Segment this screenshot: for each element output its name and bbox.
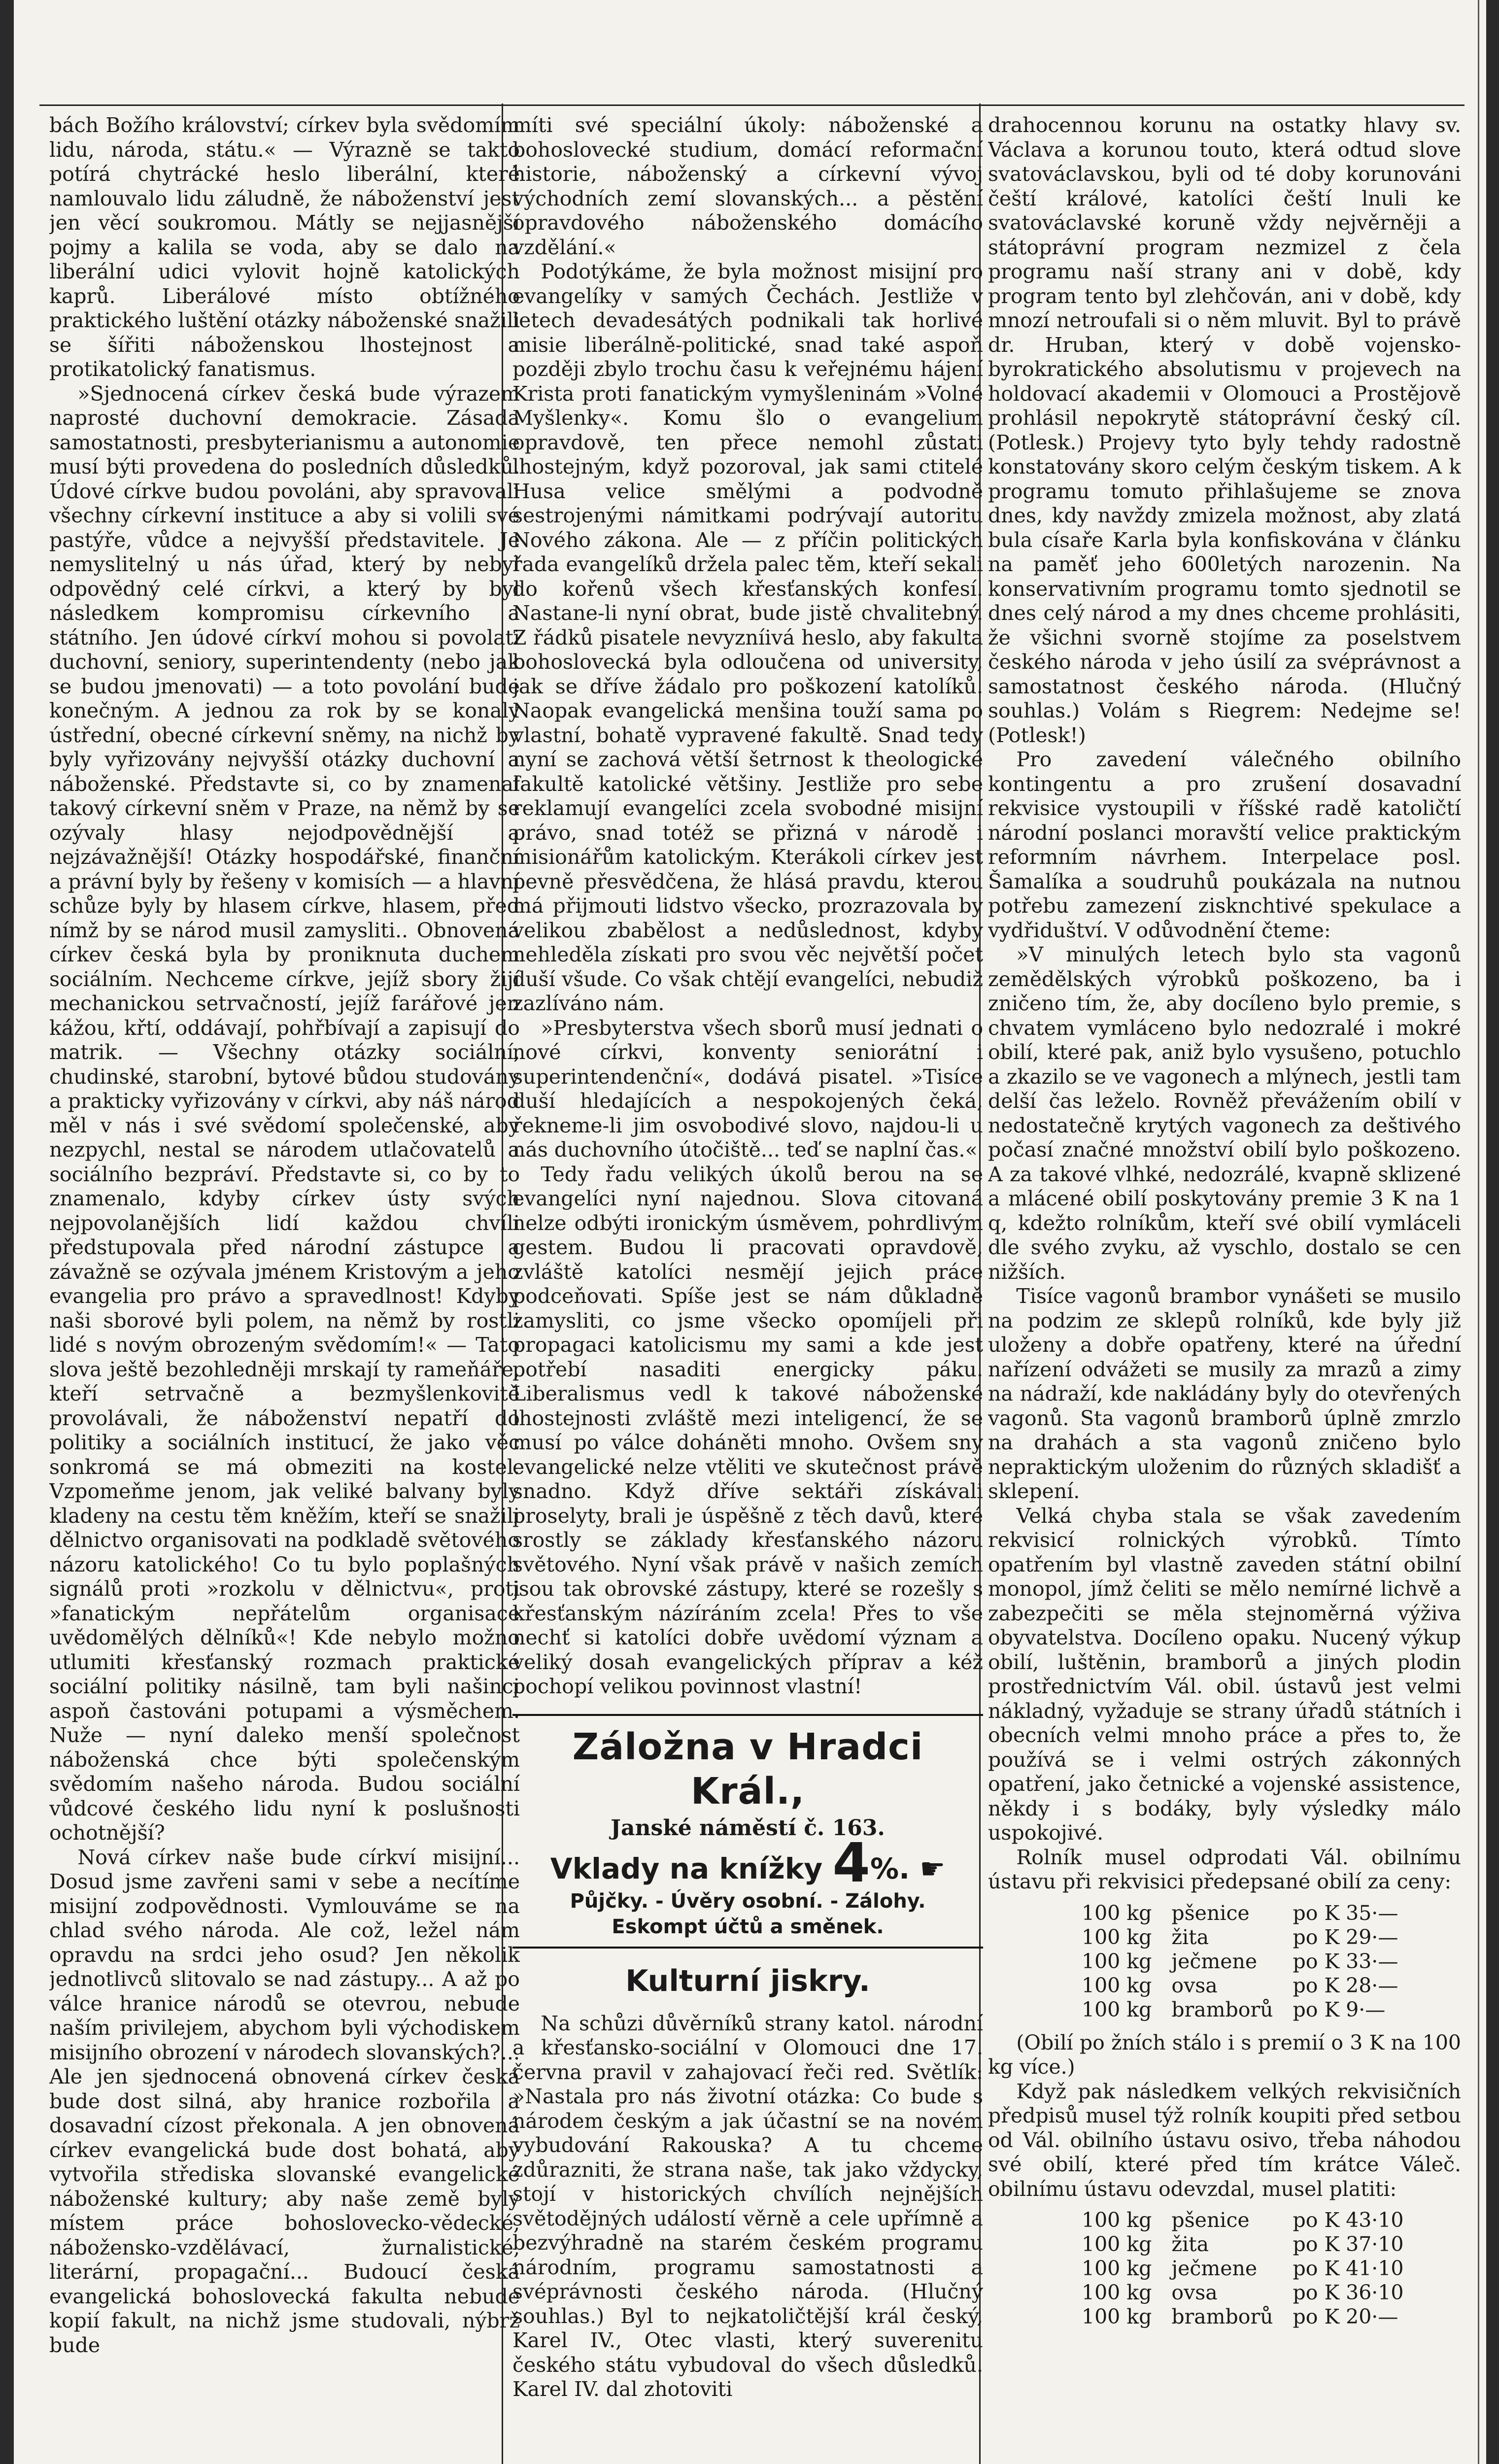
price-table-seed: [1082, 2208, 1424, 2329]
table-row: 100 kg pšenice po K 35·—: [1082, 1901, 1398, 1925]
scan-edge-right: [1486, 0, 1499, 2464]
bank-advertisement: [512, 1714, 983, 1949]
paragraph: Nová církev naše bude církví misijní... Dosud jsme zavřeni sami v sebe a necítíme misijní zodpovědnosti. Vymlouváme se na chlad svého národa. Ale což, ležel nám opravdu na srdci jeho osud? Jen několik jednotlivců slitovalo se nad zástupy... A až po válce hranice národů se otevrou, nebude naším privilejem, abychom byli východiskem misijního obrození v národech slovanských?... Ale jen sjednocená obnovená církev česká bude dost silná, aby hranice rozbořila a dosavadní cízost překonala. A jen obnovená církev evangelická bude dost bohatá, aby vytvořila střediska slovanské evangelické náboženské kultury; aby naše země byly místem práce bohoslovecko-vědecké, náboženskо-vzdělávací, žurnalistické, literární, propagační... Budoucí česká evangelická bohoslovecká fakulta nebude kopií fakult, na nichž jsme studovali, nýbrž bude: [49, 1845, 520, 2357]
pointing-hand-icon: ☛: [920, 1851, 946, 1885]
ad-deposits: [512, 1831, 983, 1894]
table-row: 100 kg žita po K 29·—: [1082, 1925, 1398, 1949]
paragraph: Velká chyba stala se však zavedením rekvisicí rolnických výrobků. Tímto opatřením byl vlastně zaveden státní obilní monopol, jímž čeliti se mělo nemírné lichvě a zabezpečiti se měla stejnoměrná výživa obyvatelstva. Docíleno opaku. Nucený výkup obilí, luštěnin, bramborů a jiných plodin prostřednictvím Vál. obil. ústavů jest velmi nákladný, vyžaduje se strany úřadů státních i obecních velmi mnoho práce a přes to, že používá se i velmi ostrých zákonných opatření, jako četnické a vojenské assistence, někdy i s bodáky, byly výsledky málo uspokojivé.: [988, 1504, 1461, 1845]
paragraph: Rolník musel odprodati Vál. obilnímu ústavu při rekvisici předepsané obilí za ceny:: [988, 1845, 1461, 1893]
paragraph: Když pak následkem velkých rekvisičních předpisů musel týž rolník koupiti před setbou od Vál. obilního ústavu osivo, třeba náhodou své obilí, které před tím krátce Váleč. obilnímu ústavu odevzdal, musel platiti:: [988, 2079, 1461, 2201]
ad-rate: 4: [832, 1831, 870, 1894]
paragraph: Podotýkáme, že byla možnost misijní pro evangelíky v samých Čechách. Jestliže v letech devadesátých podnikali tak horlivé misie liberálně-politické, snad také aspoň později zbylo trochu času k veřejnému hájení Krista proti fanatickým vymyšleninám »Volné Myšlenky«. Komu šlo o evangelium opravdově, ten přece nemohl zůstati lhostejným, když pozoroval, jak sami ctitelé Husa velice smělými a podvodně sestrojenými námitkami podrývají autoritu Nového zákona. Ale — z příčin politických řada evangelíků držela palec těm, kteří sekali do kořenů všech křesťanských konfesí. Nastane-li nyní obrat, bude jistě chvalitebný. Z řádků pisatele nevyzníivá heslo, aby fakulta bohoslovecká byla odloučena od university, jak se dříve žádalo pro poškození katolíků. Naopak evangelická menšina touží sama po vlastní, bohatě vypravené fakultě. Snad tedy nyní se zachová větší šetrnost k theologické fakultě katolické většiny. Jestliže pro sebe reklamují evangelíci zcela svobodné misijní právo, snad totéž se přizná v národě i misionářům katolickým. Kterákoli církev jest pevně přesvědčena, že hlásá pravdu, kterou má přijmouti lidstvo všecko, prozrazovala by velikou zbabělost a nedůslednost, kdyby nehleděla získati pro svou věc největší počet duší všude. Co však chtějí evangelíci, nebudiž zazlíváno nám.: [512, 260, 983, 1015]
ad-title: Záložna v Hradci Král.,: [572, 1725, 923, 1813]
table-row: 100 kg žita po K 37·10: [1082, 2232, 1404, 2256]
paragraph: Tedy řadu velikých úkolů berou na se evangelíci nyní najednou. Slova citovaná nelze odbýti ironickým úsměvem, pohrdlivým gestem. Budou li pracovati opravdově, zvláště katolíci nesmějí jejich práce podceňovati. Spíše jest se nám důkladně zamysliti, co jsme všecko opomíjeli při propagaci katolicismu my sami a kde jest potřebí nasaditi energicky páku. Liberalismus vedl k takové náboženské lhostejnosti zvláště mezi inteligencí, že se musí po válce doháněti mnoho. Ovšem sny evangelické nelze vtěliti ve skutečnost právě snadno. Když dříve sektáři získávali proselyty, brali je úspěšně z těch davů, které srostly se základy křesťanského názoru světového. Nyní však právě v našich zemích jsou tak obrovské zástupy, které se rozešly s křesťanským názíráním zcela! Přes to vše nechť si katolíci dobře uvědomí význam a veliký dosah evangelických příprav a kéž pochopí velikou povinnost vlastní!: [512, 1162, 983, 1698]
paragraph: »Presbyterstva všech sborů musí jednati o nové církvi, konventy seniorátní i superintendenční«, dodává pisatel. »Tisíce duší hledajících a nespokojených čeká, řekneme-li jim osvobodivé slovo, najdou-li u nás duchovního útočiště... teď se naplní čas.«: [512, 1016, 983, 1162]
table-row: 100 kg ovsa po K 36·10: [1082, 2281, 1404, 2304]
table-row: 100 kg ječmene po K 33·—: [1082, 1949, 1398, 1973]
paragraph: Tisíce vagonů brambor vynášeti se musilo na podzim ze sklepů rolníků, kde byly již uloženy a dobře opatřeny, které na úřední nařízení odvážeti se musily za mrazů a zimy na nádraží, kde nakládány byly do otevřených vagonů. Sta vagonů bramborů úplně zmrzlo na drahách a sta vagonů zničeno bylo nepraktickým uloženim do různých skladišť a sklepení.: [988, 1284, 1461, 1503]
scan-edge-left: [0, 0, 14, 2464]
ad-rate-unit: %.: [870, 1851, 910, 1885]
top-rule: [39, 104, 1465, 106]
ad-services: Půjčky. - Úvěry osobní. - Zálohy.: [570, 1889, 926, 1913]
paragraph: Na schůzi důvěrníků strany katol. národní a křesťansko-sociální v Olomouci dne 17. června pravil v zahajovací řeči red. Světlík: »Nastala pro nás životní otázka: Co bude s národem českým a jak účastní se na novém vybudování Rakouska? A tu chceme zdůrazniti, že strana naše, tak jako vždycky, stojí v historických chvílích nejnějších světodějných událostí věrně a cele upřímně a bezvýhradně na starém českém programu národním, programu samostatnosti a svéprávnosti českého národa. (Hlučný souhlas.) Byl to nejkatoličtější král český, Karel IV., Otec vlasti, který suverenitu českého státu vybudoval do všech důsledků. Karel IV. dal zhotoviti: [512, 2011, 983, 2401]
column-1: [49, 113, 520, 2464]
ad-address: Janské náměstí č. 163.: [611, 1815, 885, 1841]
table-row: 100 kg bramborů po K 9·—: [1082, 1997, 1386, 2021]
table-row: 100 kg pšenice po K 43·10: [1082, 2208, 1404, 2232]
scan-edge-line: [1478, 0, 1479, 2464]
table-row: 100 kg ovsa po K 28·—: [1082, 1973, 1398, 1997]
section-heading: Kulturní jiskry.: [625, 1963, 870, 1998]
table-row: 100 kg ječmene po K 41·10: [1082, 2257, 1404, 2280]
paragraph: »V minulých letech bylo sta vagonů zemědělských výrobků poškozeno, ba i zničeno tím, že, aby docíleno bylo premie, s chvatem vymláceno bylo nedozralé i mokré obilí, které pak, aniž bylo vysušeno, potuchlo a zkazilo se ve vagonech a mlýnech, jestli tam delší čas leželo. Rovněž převážením obilí v nedostatečně krytých vagonech za deštivého počasí značné množství obilí bylo poškozeno. A za takové vlhké, nedozrálé, kvapně sklizené a mlácené obilí poskytovány premie 3 K na 1 q, kdežto rolníkům, kteří své obilí vymláceli dle svého zvyku, až vyschlo, dostalo se cen nižších.: [988, 943, 1461, 1284]
paragraph: míti své speciální úkoly: náboženské a bohoslovecké studium, domácí reformační historie, náboženský a církevní vývoj východních zemí slovanských... a pěstění opravdového náboženského domácího vzdělání.«: [512, 113, 983, 259]
ad-services-2: Eskompt účtů a směnek.: [612, 1915, 884, 1938]
column-2: [512, 113, 983, 2464]
price-note: (Obilí po žních stálo i s premií o 3 K na 100 kg více.): [988, 2030, 1461, 2079]
table-row: 100 kg bramborů po K 20·—: [1082, 2305, 1398, 2328]
paragraph: bách Božího království; církev byla svědomím lidu, národa, státu.« — Výrazně se takto potírá chytrácké heslo liberální, které namlouvalo lidu záludně, že náboženství jest jen věcí soukromou. Mátly se nejjasnější pojmy a kalila se voda, aby se dalo na liberální udici vylovit hojně katolických kaprů. Liberálové místo obtížného praktického luštění otázky náboženské snažili se šířiti náboženskou lhostejnost a protikatolický fanatismus.: [49, 113, 520, 381]
paragraph: »Sjednocená církev česká bude výrazem naprosté duchovní demokracie. Zásada samostatnosti, presbyterianismu a autonomie musí býti provedena do posledních důsledků. Údové církve budou povoláni, aby spravovali všechny církevní instituce a aby si volili své pastýře, vůdce a nejvyšší představitele. Je nemyslitelný u nás úřad, který by nebyl odpovědný celé církvi, a který by byl následkem kompromisu církevního a státního. Jen údové církví mohou si povolati duchovní, seniory, superintendenty (nebo jak se budou jmenovati) — a toto povolání bude konečným. A jednou za rok by se konaly ústřední, obecné církevní sněmy, na nichž by byly vyřizovány nejvyšší otázky duchovní a náboženské. Představte si, co by znamenal takový církevní sněm v Praze, na němž by se ozývaly hlasy nejodpovědnější a nejzávažnější! Otázky hospodářské, finanční a právní byly by řešeny v komisích — a hlavní schůze byly by hlasem církve, hlasem, před nímž by se národ musil zamysliti.. Obnovená církev česká byla by proniknuta duchem sociálním. Nechceme církve, jejíž sbory žijí mechanickou setrvačností, jejíž farářové jen kážou, křtí, oddávají, pohřbívají a zapisují do matrik. — Všechny otázky sociální, chudinské, starobní, bytové bůdou studovány a prakticky vyřizovány v církvi, aby náš národ měl v nás i své svědomí společenské, aby nezpychl, nestal se národem utlačovatelů a sociálního bezpráví. Představte si, co by to znamenalo, kdyby církev ústy svých nejpovolanějších lidí každou chvíli předstupovala před národní zástupce a závažně se ozývala jménem Kristovým a jeho evangelia pro právo a spravedlnost! Kdyby naši sborové byli polem, na němž by rostli lidé s novým obrozeným svědomím!« — Tato slova ještě bezohledněji mrskají ty rameňáře, kteří setrvačně a bezmyšlenkovitě provolávali, že náboženství nepatří do politiky a sociálních institucí, že jako věc sonkromá se má obmeziti na kostel. Vzpomeňme jenom, jak veliké balvany byly kladeny na cestu těm kněžím, kteří se snažili dělnictvo organisovati na podkladě světového názoru katolického! Co tu bylo poplašných signálů proti »rozkolu v dělnictvu«, proti »fanatickým nepřátelům organisace uvědomělých dělníků«! Kde nebylo možno utlumiti křesťanský rozmach praktické sociální politiky násilně, tam byli našinci aspoň častováni potupami a výsměchem. Nuže — nyní daleko menší společnost náboženská chce býti společenským svědomím našeho národa. Budou sociální vůdcové českého lidu nyní k poslušnosti ochotnější?: [49, 381, 520, 1845]
column-3: [988, 113, 1461, 2464]
paragraph: Pro zavedení válečného obilního kontingentu a pro zrušení dosavadní rekvisice vystoupili v říšské radě katoličtí národní poslanci moravští velice praktickým reformním návrhem. Interpelace posl. Šamalíka a soudruhů poukázala na nutnou potřebu zamezení zisknchtivé spekulace a vydřiduštví. V odůvodnění čteme:: [988, 748, 1461, 942]
ad-deposits-label: Vklady na knížky: [550, 1851, 823, 1885]
price-table-requisition: [1082, 1901, 1418, 2022]
paragraph: drahocennou korunu na ostatky hlavy sv. Václava a korunou touto, která odtud slove svatováclavskou, byli od té doby korunováni čeští králové, katolíci čeští lnuli ke svatováclavské koruně vždy nejvěrněji a státoprávní program nezmizel z čela programu naší strany ani v době, kdy program tento byl zlehčován, ani v době, kdy mnozí netroufali si o něm mluvit. Byl to právě dr. Hruban, který v době vojensko-byrokratického absolutismu v projevech na holdovací akademii v Olomouci a Prostějově prohlásil nepokrytě státoprávní český cíl. (Potlesk.) Projevy tyto byly tehdy radostně konstatovány skoro celým českým tiskem. A k programu tomuto přihlašujeme se znova dnes, kdy navždy zmizela možnost, aby zlatá bula císaře Karla byla konfiskována v článku na paměť jeho 600letých narozenin. Na konservativním programu tomto sjednotil se dnes celý národ a my dnes chceme prohlásiti, že všichni svorně stojíme za poselstvem českého národa v jeho úsilí za svéprávnost a samostatnost českého národa. (Hlučný souhlas.) Volám s Riegrem: Nedejme se! (Potlesk!): [988, 113, 1461, 747]
